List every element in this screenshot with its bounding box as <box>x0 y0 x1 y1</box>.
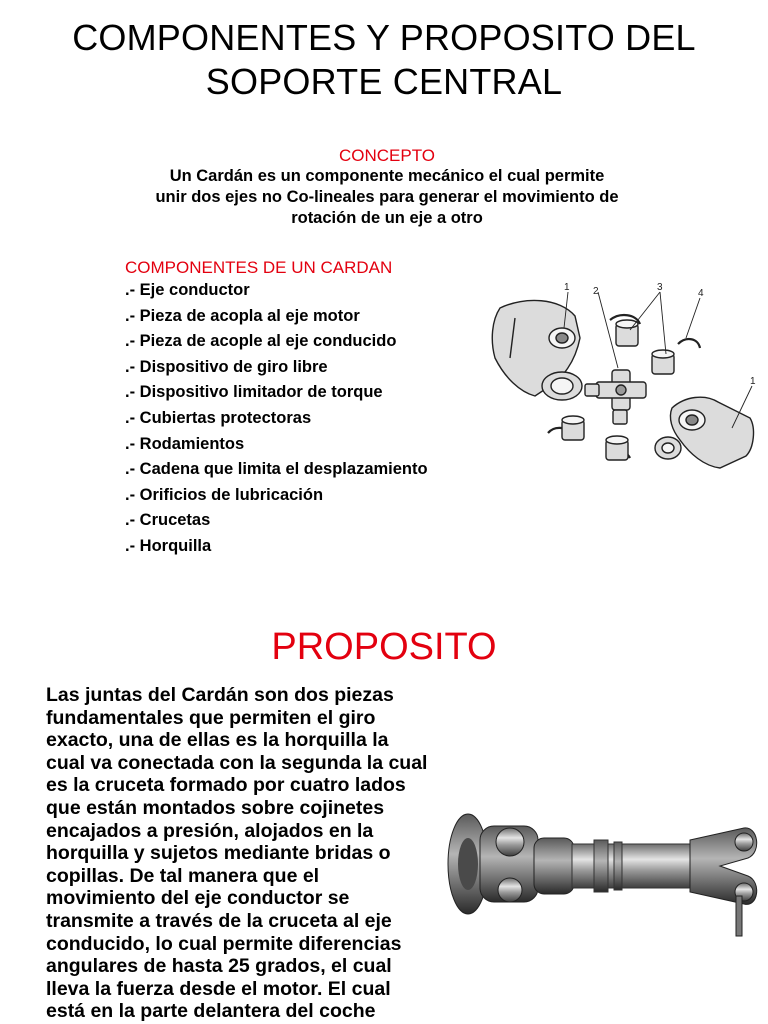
paragraph-line: está en la parte delantera del coche <box>46 1000 376 1023</box>
paragraph-line: es la cruceta formado por cuatro lados <box>46 774 406 797</box>
shaft-tube <box>572 840 692 892</box>
cross-spider <box>585 370 646 424</box>
diagram-label: 2 <box>593 286 599 297</box>
list-item: .- Eje conductor <box>125 281 250 299</box>
paragraph-line: Las juntas del Cardán son dos piezas <box>46 684 394 706</box>
concept-line: unir dos ejes no Co-lineales para generar el movimiento de <box>155 188 619 206</box>
title-line-2: SOPORTE CENTRAL <box>205 61 563 102</box>
list-item: .- Dispositivo limitador de torque <box>125 383 383 402</box>
list-item: .- Pieza de acopla al eje motor <box>125 306 360 325</box>
title-line-1: COMPONENTES Y PROPOSITO DEL <box>72 17 696 58</box>
paragraph-line: horquilla y sujetos mediante bridas o <box>46 842 391 865</box>
paragraph-line: angulares de hasta 25 grados, el cual <box>46 955 392 978</box>
diagram-label: 3 <box>657 282 663 293</box>
concept-heading: CONCEPTO <box>338 146 436 165</box>
shaft-left-joint <box>480 826 574 902</box>
proposito-paragraph <box>46 684 446 1023</box>
paragraph-line: que están montados sobre cojinetes <box>46 796 385 819</box>
list-item: .- Orificios de lubricación <box>125 485 324 504</box>
paragraph-line: conducido, lo cual permite diferencias <box>46 932 402 955</box>
page-title <box>0 16 768 104</box>
concept-section <box>100 146 674 229</box>
concept-body <box>100 166 674 229</box>
diagram-label: 1 <box>564 282 570 293</box>
list-item: .- Horquilla <box>125 536 212 555</box>
list-item: .- Dispositivo de giro libre <box>125 357 328 376</box>
shaft-right-yoke <box>690 828 757 936</box>
paragraph-line: cual va conectada con la segunda la cual <box>46 751 428 774</box>
paragraph-line: transmite a través de la cruceta al eje <box>46 909 392 932</box>
paragraph-line: encajados a presión, alojados en la <box>46 819 374 842</box>
paragraph-line: copillas. De tal manera que el <box>46 864 320 887</box>
yoke-right <box>655 397 753 468</box>
paragraph-line: lleva la fuerza desde el motor. El cual <box>46 977 391 1000</box>
yoke-left <box>492 300 582 400</box>
components-heading: COMPONENTES DE UN CARDAN <box>125 258 393 277</box>
concept-line: Un Cardán es un componente mecánico el cual permite <box>169 167 605 185</box>
diagram-label: 1 <box>750 376 756 387</box>
diagram-label: 4 <box>698 288 704 299</box>
components-list <box>125 278 428 560</box>
proposito-heading: PROPOSITO <box>271 626 497 668</box>
list-item: .- Cubiertas protectoras <box>125 408 312 427</box>
paragraph-line: fundamentales que permiten el giro <box>46 706 376 729</box>
cardan-exploded-diagram <box>480 278 762 493</box>
list-item: .- Rodamientos <box>125 434 245 453</box>
concept-line: rotación de un eje a otro <box>291 209 483 227</box>
list-item: .- Pieza de acople al eje conducido <box>125 332 397 351</box>
paragraph-line: exacto, una de ellas es la horquilla la <box>46 729 389 752</box>
list-item: .- Crucetas <box>125 511 211 530</box>
drive-shaft-photo <box>444 792 764 952</box>
list-item: .- Cadena que limita el desplazamiento <box>125 460 428 479</box>
paragraph-line: movimiento del eje conductor se <box>46 887 350 910</box>
